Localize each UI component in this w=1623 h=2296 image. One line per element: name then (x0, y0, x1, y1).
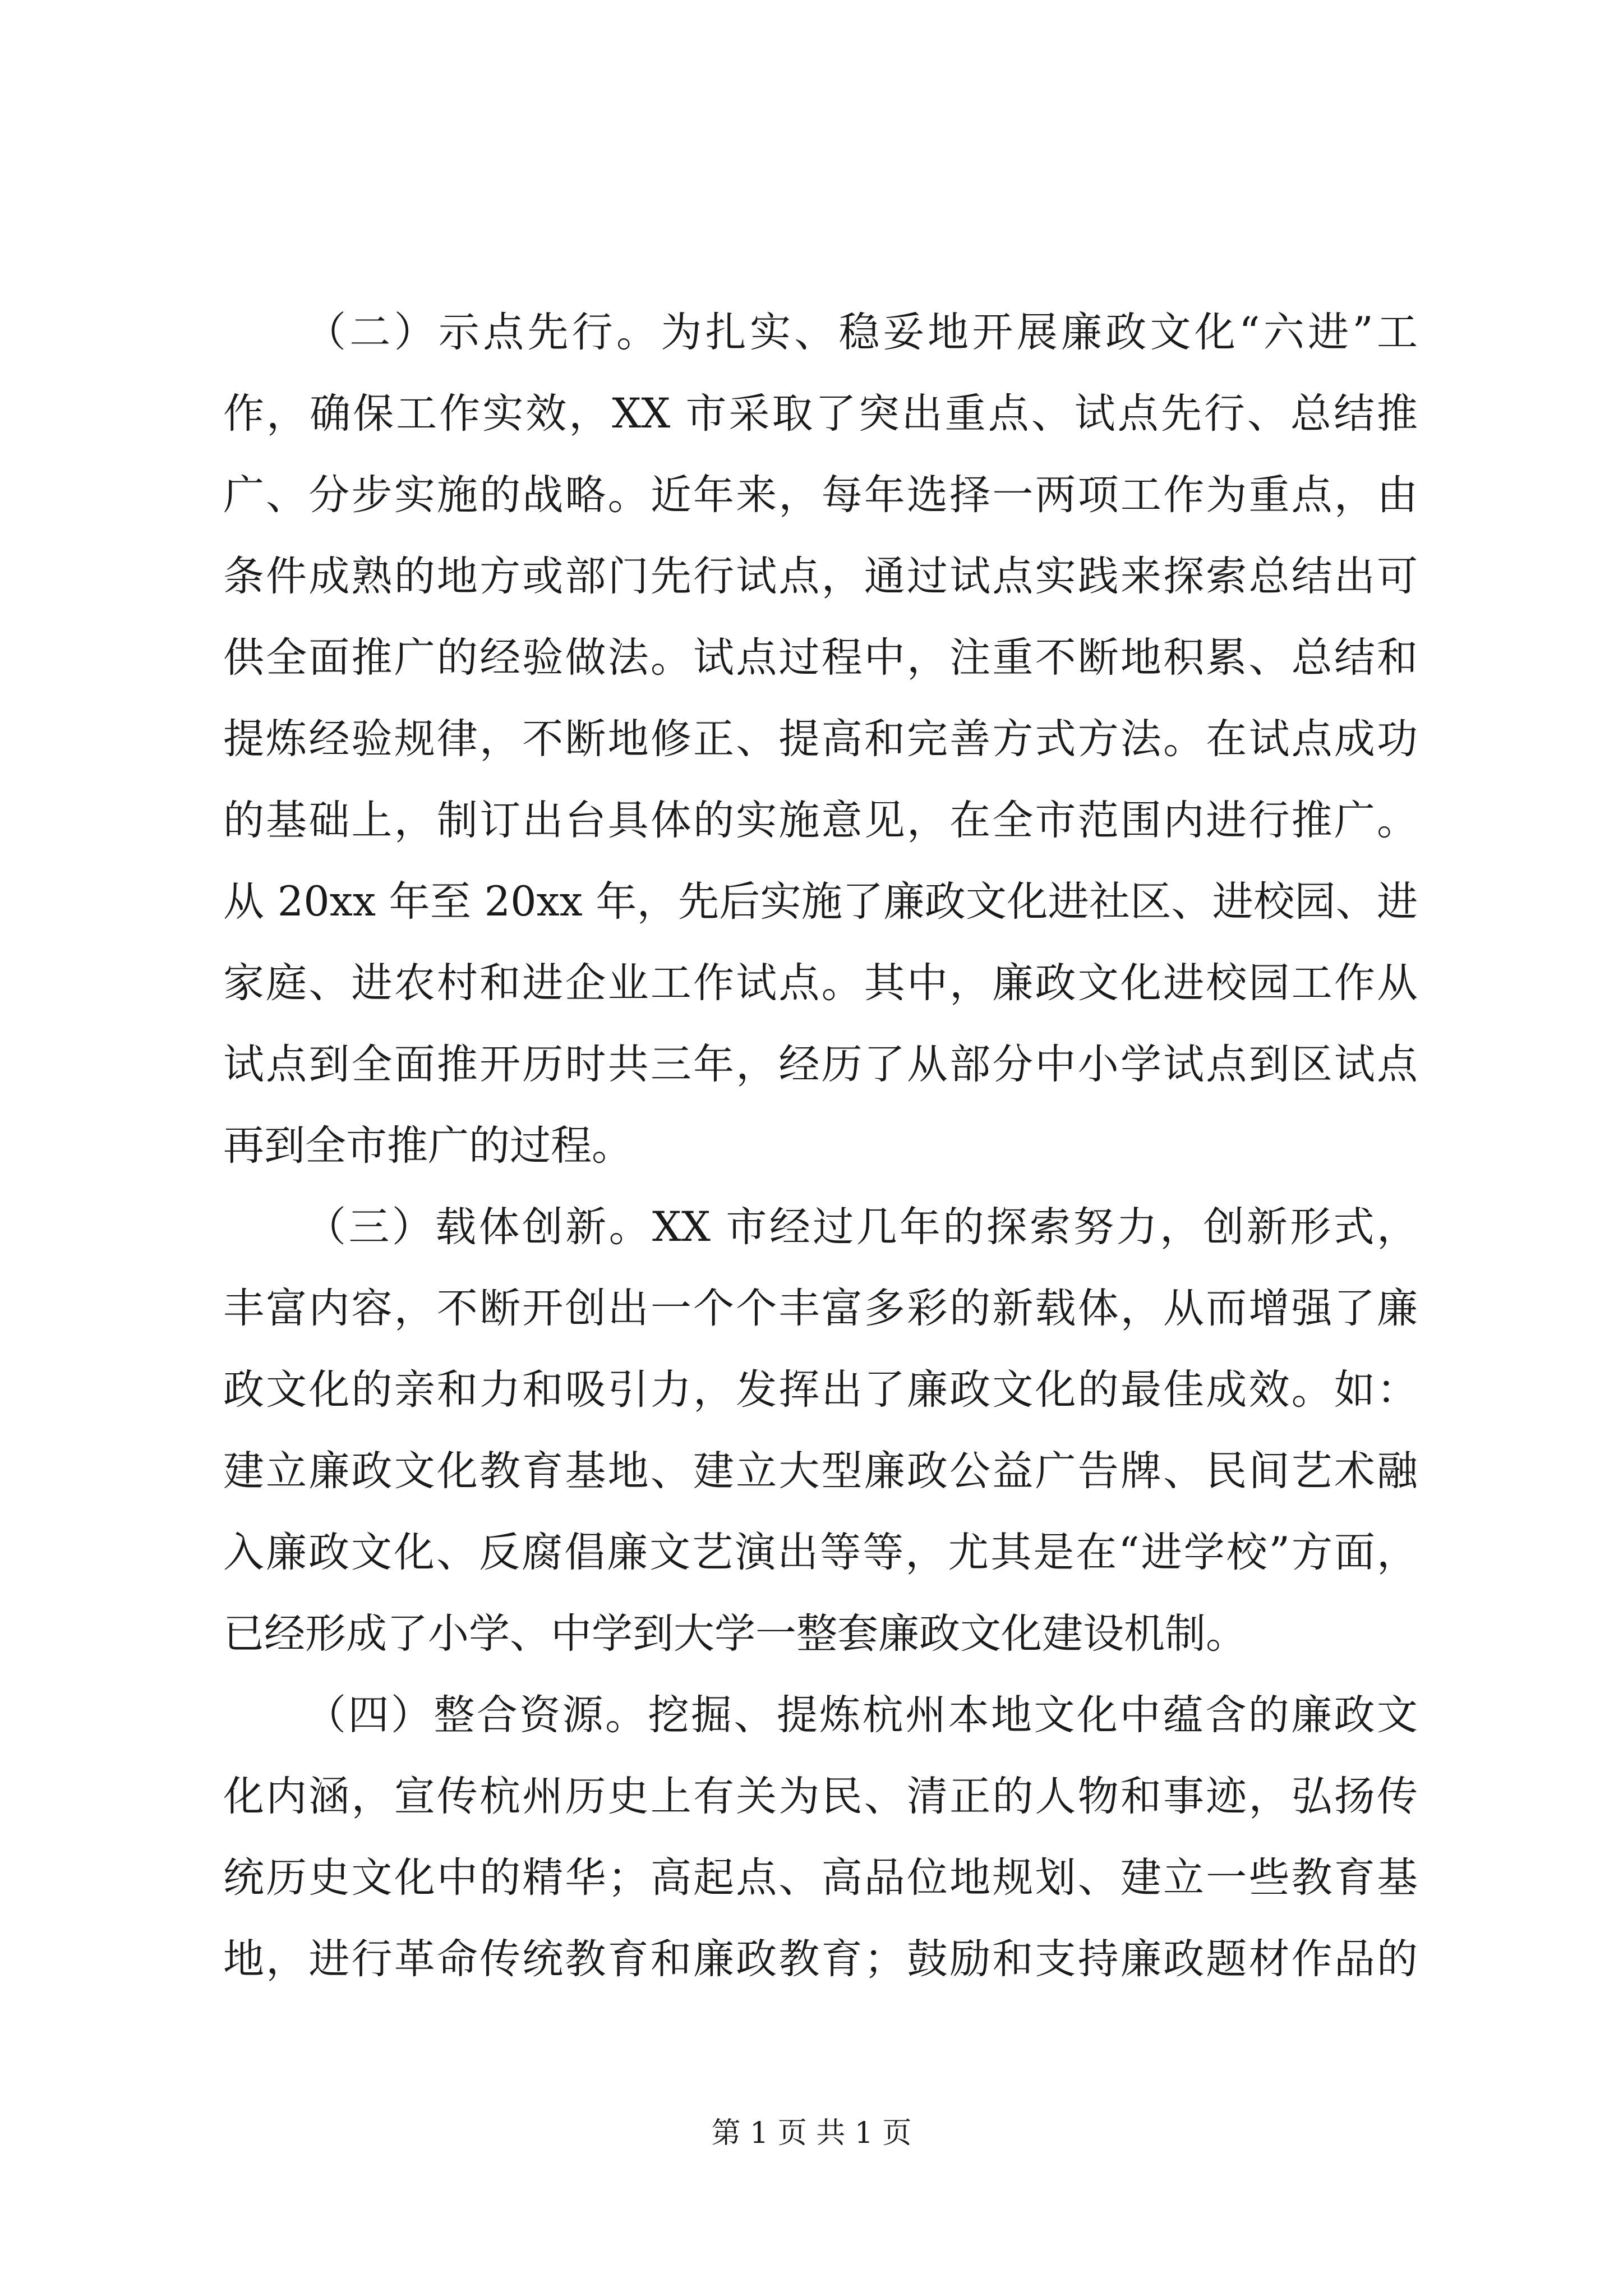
text-line: 丰富内容，不断开创出一个个丰富多彩的新载体，从而增强了廉 (223, 1285, 1418, 1332)
text-line: 提炼经验规律，不断地修正、提高和完善方式方法。在试点成功 (223, 715, 1418, 763)
text-line: 再到全市推广的过程。 (223, 1122, 633, 1170)
document-body (223, 292, 1418, 2000)
text-line: 家庭、进农村和进企业工作试点。其中，廉政文化进校园工作从 (223, 959, 1418, 1007)
page-footer (0, 2109, 1623, 2151)
text-line: 供全面推广的经验做法。试点过程中，注重不断地积累、总结和 (223, 634, 1418, 682)
text-line: 建立廉政文化教育基地、建立大型廉政公益广告牌、民间艺术融 (223, 1447, 1418, 1495)
text-line: 政文化的亲和力和吸引力，发挥出了廉政文化的最佳成效。如： (223, 1366, 1418, 1414)
page-number-label: 第 1 页 共 1 页 (711, 2116, 912, 2150)
text-line: 作，确保工作实效，XX 市采取了突出重点、试点先行、总结推 (223, 390, 1418, 438)
text-line: 化内涵，宣传杭州历史上有关为民、清正的人物和事迹，弘扬传 (223, 1773, 1418, 1820)
text-line: 条件成熟的地方或部门先行试点，通过试点实践来探索总结出可 (223, 553, 1418, 600)
text-line: 广、分步实施的战略。近年来，每年选择一两项工作为重点，由 (223, 471, 1418, 519)
text-line: 试点到全面推开历时共三年，经历了从部分中小学试点到区试点 (223, 1041, 1418, 1088)
text-line: （二）示点先行。为扎实、稳妥地开展廉政文化“六进”工 (305, 309, 1418, 356)
paragraph-2 (223, 292, 1418, 1186)
text-line: 入廉政文化、反腐倡廉文艺演出等等，尤其是在“进学校”方面， (223, 1529, 1418, 1576)
paragraph-4 (223, 1674, 1418, 2000)
text-line: 统历史文化中的精华；高起点、高品位地规划、建立一些教育基 (223, 1854, 1418, 1902)
text-line: 的基础上，制订出台具体的实施意见，在全市范围内进行推广。 (223, 797, 1418, 844)
text-line: 从 20xx 年至 20xx 年，先后实施了廉政文化进社区、进校园、进 (223, 878, 1418, 926)
paragraph-3 (223, 1186, 1418, 1674)
text-line: 地，进行革命传统教育和廉政教育；鼓励和支持廉政题材作品的 (223, 1935, 1418, 1983)
text-line: （三）载体创新。XX 市经过几年的探索努力，创新形式， (305, 1203, 1418, 1251)
text-line: （四）整合资源。挖掘、提炼杭州本地文化中蕴含的廉政文 (305, 1691, 1418, 1739)
text-line: 已经形成了小学、中学到大学一整套廉政文化建设机制。 (223, 1610, 1247, 1658)
